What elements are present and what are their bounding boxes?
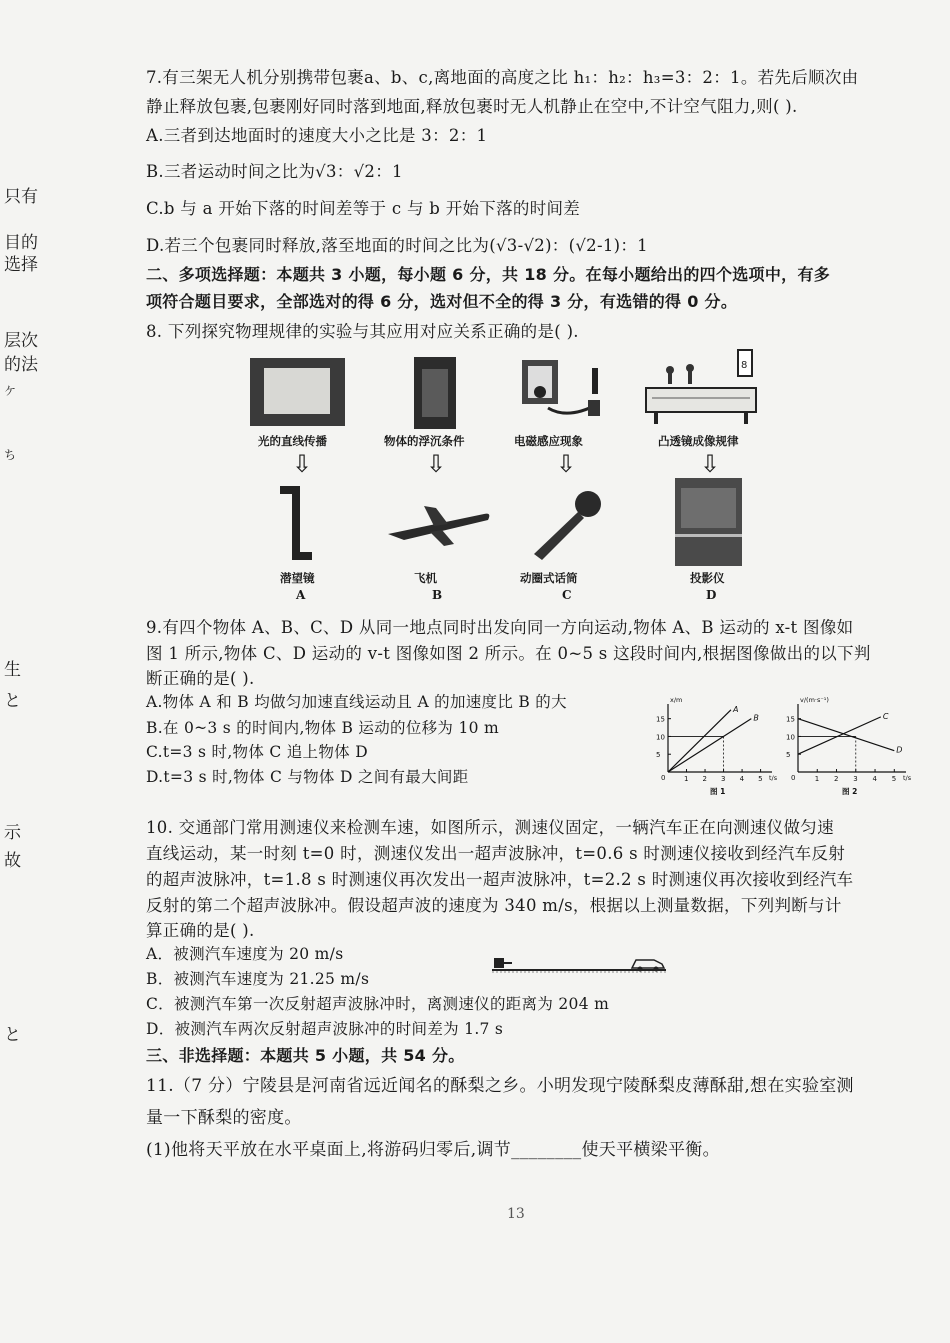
margin-fragment: 目的	[4, 233, 38, 253]
buoyancy-photo	[414, 357, 456, 429]
q9-option-d: D.t=3 s 时,物体 C 与物体 D 之间有最大间距	[146, 768, 469, 786]
x-axis-label: t/s	[903, 774, 912, 782]
margin-fragment: ち	[4, 448, 17, 462]
q7-stem-line1: 7.有三架无人机分别携带包裹a、b、c,离地面的高度之比 h₁：h₂：h₃=3：2：1。若先后顺次由	[146, 68, 859, 87]
margin-fragment: と	[4, 1025, 21, 1045]
q7-option-d: D.若三个包裹同时释放,落至地面的时间之比为(√3-√2)：(√2-1)：1	[146, 236, 648, 255]
q10-stem-line2: 直线运动，某一时刻 t=0 时，测速仪发出一超声波脉冲，t=0.6 s 时测速仪接收到经汽车反射	[146, 844, 845, 863]
q7-option-a: A.三者到达地面时的速度大小之比是 3：2：1	[146, 126, 488, 145]
y-tick-label: 15	[786, 715, 795, 724]
caption-straight-light: 光的直线传播	[258, 434, 327, 448]
airplane-photo	[384, 500, 494, 550]
x-tick-label: 2	[702, 775, 708, 783]
q9-option-c: C.t=3 s 时,物体 C 追上物体 D	[146, 743, 368, 761]
option-letter-d: D	[706, 588, 717, 602]
y-tick-label: 5	[656, 751, 661, 760]
q7-option-c: C.b 与 a 开始下落的时间差等于 c 与 b 开始下落的时间差	[146, 199, 581, 218]
caption-periscope: 潜望镜	[280, 571, 315, 585]
caption-electromagnetic: 电磁感应现象	[514, 434, 583, 448]
q9-option-a: A.物体 A 和 B 均做匀加速直线运动且 A 的加速度比 B 的大	[146, 693, 567, 711]
x-tick-label: 2	[834, 775, 839, 783]
y-tick-label: 15	[656, 715, 665, 724]
q10-stem-line1: 10. 交通部门常用测速仪来检测车速，如图所示，测速仪固定，一辆汽车正在向测速仪做匀速	[146, 818, 834, 837]
x-tick-label: 4	[739, 775, 745, 783]
q10-stem-line3: 的超声波脉冲，t=1.8 s 时测速仪再次发出一超声波脉冲，t=2.2 s 时测速仪再次接收到经汽车	[146, 870, 854, 889]
x-tick-label: 5	[758, 775, 763, 783]
q9-stem-line2: 图 1 所示,物体 C、D 运动的 v-t 图像如图 2 所示。在 0~5 s 这段时间内,根据图像做出的以下判	[146, 644, 871, 663]
series-label-c: C	[882, 711, 889, 721]
electromagnetic-induction-photo	[508, 356, 602, 426]
y-axis-label: v/(m·s⁻¹)	[800, 696, 829, 704]
x-tick-label: 4	[872, 775, 878, 783]
q10-option-d: D．被测汽车两次反射超声波脉冲的时间差为 1.7 s	[146, 1020, 504, 1038]
projector-photo	[675, 478, 742, 566]
x-axis-label: t/s	[769, 774, 778, 782]
y-tick-label: 10	[656, 733, 665, 742]
series-line-a	[668, 710, 731, 772]
q10-option-c: C．被测汽车第一次反射超声波脉冲时，离测速仪的距离为 204 m	[146, 995, 610, 1013]
series-line-d	[798, 719, 894, 751]
caption-convex-lens: 凸透镜成像规律	[658, 434, 739, 448]
figure-label: 图 2	[842, 787, 858, 796]
q9-stem-line3: 断正确的是( ).	[146, 669, 255, 688]
q11-subquestion-1: (1)他将天平放在水平桌面上,将游码归零后,调节________使天平横梁平衡。	[146, 1140, 720, 1160]
caption-airplane: 飞机	[414, 571, 437, 585]
section3-heading: 三、非选择题：本题共 5 小题，共 54 分。	[146, 1046, 465, 1065]
caption-projector: 投影仪	[690, 571, 725, 585]
margin-fragment: 的法	[4, 355, 38, 375]
x-tick-label: 1	[814, 775, 820, 783]
y-axis-label: x/m	[670, 696, 683, 704]
series-line-b	[668, 719, 751, 772]
x-tick-label: 1	[684, 775, 689, 783]
caption-microphone: 动圈式话筒	[520, 571, 578, 585]
margin-fragment: と	[4, 691, 21, 711]
margin-fragment: 生	[4, 660, 21, 680]
x-tick-label: 5	[891, 775, 897, 783]
q10-stem-line4: 反射的第二个超声波脉冲。假设超声波的速度为 340 m/s，根据以上测量数据，下列判断与计	[146, 896, 842, 915]
series-label-a: A	[732, 704, 739, 714]
q7-stem-line2: 静止释放包裹,包裹刚好同时落到地面,释放包裹时无人机静止在空中,不计空气阻力,则( ).	[146, 97, 798, 116]
down-arrow-icon: ⇩	[292, 450, 313, 478]
page-number: 13	[507, 1206, 525, 1222]
margin-fragment: 选择	[4, 255, 38, 275]
y-tick-label: 5	[786, 751, 791, 760]
microphone-photo	[520, 488, 606, 562]
periscope-photo	[270, 484, 320, 564]
q10-stem-line5: 算正确的是( ).	[146, 921, 255, 940]
margin-fragment: 层次	[4, 331, 38, 351]
q8-stem: 8. 下列探究物理规律的实验与其应用对应关系正确的是( ).	[146, 322, 579, 341]
down-arrow-icon: ⇩	[426, 450, 447, 478]
origin-label: 0	[661, 774, 666, 782]
option-letter-b: B	[432, 588, 443, 602]
down-arrow-icon: ⇩	[556, 450, 577, 478]
figure-label: 图 1	[710, 787, 726, 796]
margin-fragment: 示	[4, 823, 21, 843]
margin-fragment: 故	[4, 851, 21, 871]
origin-label: 0	[791, 774, 796, 782]
margin-fragment: ケ	[4, 384, 17, 398]
q10-option-b: B．被测汽车速度为 21.25 m/s	[146, 970, 370, 988]
q11-stem-line2: 量一下酥梨的密度。	[146, 1108, 302, 1128]
margin-fragment: 只有	[4, 187, 38, 207]
q9-stem-line1: 9.有四个物体 A、B、C、D 从同一地点同时出发向同一方向运动,物体 A、B 运动的 x-t 图像如	[146, 618, 854, 637]
section2-heading-line1: 二、多项选择题：本题共 3 小题，每小题 6 分，共 18 分。在每小题给出的四个选项中，有多	[146, 265, 831, 284]
down-arrow-icon: ⇩	[700, 450, 721, 478]
vt-graph-figure2	[780, 688, 920, 798]
q7-option-b: B.三者运动时间之比为√3：√2：1	[146, 162, 403, 181]
xt-graph-figure1	[652, 690, 782, 798]
option-letter-c: C	[562, 588, 572, 602]
q9-option-b: B.在 0~3 s 的时间内,物体 B 运动的位移为 10 m	[146, 719, 500, 737]
section2-heading-line2: 项符合题目要求，全部选对的得 6 分，选对但不全的得 3 分，有选错的得 0 分。	[146, 292, 738, 311]
q10-option-a: A．被测汽车速度为 20 m/s	[146, 945, 344, 963]
option-letter-a: A	[296, 588, 306, 602]
caption-buoyancy: 物体的浮沉条件	[384, 434, 465, 448]
y-tick-label: 10	[786, 733, 795, 742]
speed-detector-diagram	[490, 950, 670, 976]
x-tick-label: 3	[721, 775, 726, 783]
series-label-d: D	[896, 745, 903, 755]
q11-stem-line1: 11.（7 分）宁陵县是河南省远近闻名的酥梨之乡。小明发现宁陵酥梨皮薄酥甜,想在实验室测	[146, 1076, 854, 1096]
x-tick-label: 3	[853, 775, 858, 783]
straight-light-photo	[250, 358, 345, 426]
series-label-b: B	[753, 713, 759, 723]
svg-text:8: 8	[741, 360, 748, 371]
convex-lens-photo	[640, 348, 762, 428]
